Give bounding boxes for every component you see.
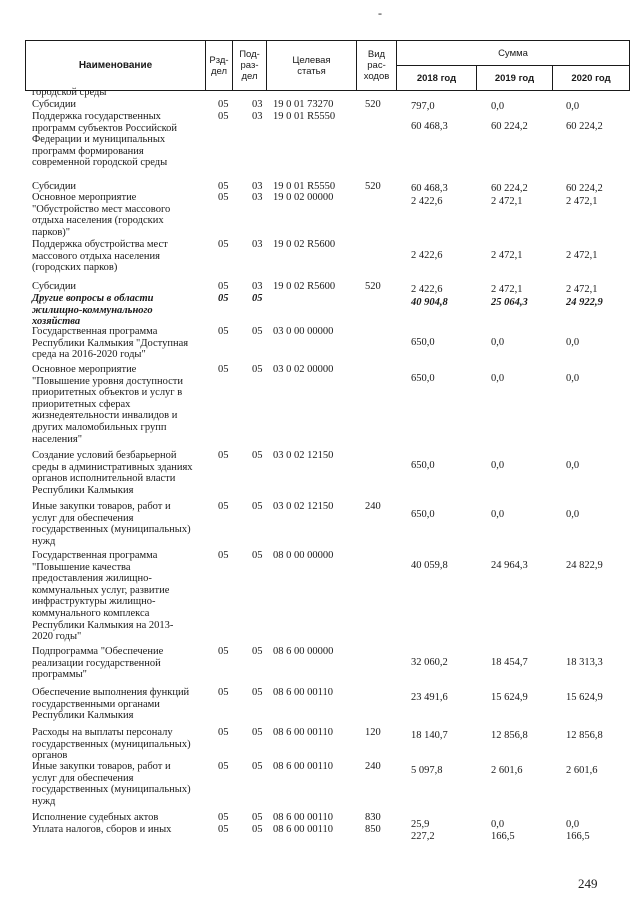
row-s1: 5 097,8: [411, 765, 443, 776]
header-2019: 2019 год: [477, 66, 553, 91]
row-name: Субсидии: [32, 281, 77, 292]
row-cs: 03 0 02 12150: [273, 450, 334, 461]
row-s1: 60 468,3: [411, 121, 448, 132]
header-name: Наименование: [26, 41, 206, 90]
page-number: 249: [578, 876, 598, 891]
row-s1: 23 491,6: [411, 692, 448, 703]
row-name: Исполнение судебных актов: [32, 812, 159, 823]
row-s3: 0,0: [566, 373, 580, 384]
row-rz: 05: [218, 501, 229, 512]
row-s2: 15 624,9: [491, 692, 528, 703]
row-s2: 0,0: [491, 460, 505, 471]
row-s1: 2 422,6: [411, 250, 443, 261]
row-name: Иные закупки товаров, работ и услуг для обеспечения государственных (муниципальных) нужд: [32, 761, 191, 807]
row-s2: 0,0: [491, 819, 505, 830]
row-rz: 05: [218, 761, 229, 772]
row-cs: 03 0 02 00000: [273, 364, 334, 375]
row-s1: 60 468,3: [411, 183, 448, 194]
table-header: [25, 40, 630, 91]
row-s1: 32 060,2: [411, 657, 448, 668]
row-cs: 03 0 00 00000: [273, 326, 334, 337]
row-rz: 05: [218, 192, 229, 203]
row-rz: 05: [218, 293, 229, 304]
row-s3: 2 472,1: [566, 196, 598, 207]
row-vr: 120: [365, 727, 381, 738]
row-pr: 05: [252, 501, 263, 512]
row-s3: 0,0: [566, 337, 580, 348]
row-s3: 0,0: [566, 101, 580, 112]
top-mark: -: [378, 6, 382, 20]
row-s3: 0,0: [566, 819, 580, 830]
row-name: Поддержка обустройства мест массового отдыха населения (городских парков): [32, 239, 168, 274]
row-name: городской среды: [32, 87, 107, 98]
row-cs: 08 6 00 00000: [273, 646, 334, 657]
row-s2: 60 224,2: [491, 183, 528, 194]
row-s2: 60 224,2: [491, 121, 528, 132]
row-s2: 2 601,6: [491, 765, 523, 776]
row-pr: 05: [252, 450, 263, 461]
row-name: Создание условий безбарьерной среды в административных зданиях органов исполнительной власти Республики Калмыкия: [32, 450, 193, 496]
row-rz: 05: [218, 239, 229, 250]
row-s1: 2 422,6: [411, 196, 443, 207]
row-cs: 08 6 00 00110: [273, 824, 333, 835]
row-pr: 05: [252, 812, 263, 823]
row-rz: 05: [218, 687, 229, 698]
row-s1: 25,9: [411, 819, 430, 830]
row-name: Субсидии: [32, 99, 77, 110]
row-pr: 05: [252, 364, 263, 375]
row-s3: 60 224,2: [566, 183, 603, 194]
row-rz: 05: [218, 812, 229, 823]
row-cs: 08 6 00 00110: [273, 727, 333, 738]
row-s2: 0,0: [491, 337, 505, 348]
row-s2: 2 472,1: [491, 250, 523, 261]
row-name: Субсидии: [32, 181, 77, 192]
row-name: Основное мероприятие "Обустройство мест массового отдыха населения (городских парков)": [32, 192, 171, 238]
row-s3: 24 922,9: [566, 297, 603, 308]
row-s2: 12 856,8: [491, 730, 528, 741]
row-rz: 05: [218, 281, 229, 292]
row-name: Основное мероприятие "Повышение уровня доступности приоритетных объектов и услуг в приоритетных сферах жизнедеятельности инвалидов и других маломобильных групп населения": [32, 364, 184, 445]
row-s3: 24 822,9: [566, 560, 603, 571]
row-pr: 05: [252, 727, 263, 738]
row-s3: 0,0: [566, 460, 580, 471]
row-rz: 05: [218, 364, 229, 375]
row-pr: 05: [252, 687, 263, 698]
row-rz: 05: [218, 181, 229, 192]
row-pr: 03: [252, 192, 263, 203]
row-s1: 2 422,6: [411, 284, 443, 295]
row-pr: 05: [252, 550, 263, 561]
row-pr: 03: [252, 111, 263, 122]
row-vr: 240: [365, 761, 381, 772]
row-vr: 850: [365, 824, 381, 835]
header-2018: 2018 год: [397, 66, 477, 91]
header-section: Рзд- дел: [206, 41, 233, 90]
row-name: Другие вопросы в области жилищно-коммунального хозяйства: [32, 293, 154, 328]
row-rz: 05: [218, 326, 229, 337]
row-pr: 05: [252, 824, 263, 835]
row-cs: 08 0 00 00000: [273, 550, 334, 561]
row-rz: 05: [218, 111, 229, 122]
row-s1: 650,0: [411, 460, 435, 471]
row-vr: 240: [365, 501, 381, 512]
row-s1: 18 140,7: [411, 730, 448, 741]
row-cs: 19 0 02 R5600: [273, 239, 336, 250]
row-name: Обеспечение выполнения функций государственными органами Республики Калмыкия: [32, 687, 190, 722]
row-name: Государственная программа Республики Калмыкия "Доступная среда на 2016-2020 годы": [32, 326, 189, 361]
row-vr: 520: [365, 281, 381, 292]
row-name: Иные закупки товаров, работ и услуг для обеспечения государственных (муниципальных) нужд: [32, 501, 191, 547]
row-s2: 2 472,1: [491, 284, 523, 295]
row-cs: 19 0 01 R5550: [273, 111, 336, 122]
row-s2: 0,0: [491, 101, 505, 112]
row-cs: 08 6 00 00110: [273, 761, 333, 772]
row-vr: 520: [365, 181, 381, 192]
row-s2: 18 454,7: [491, 657, 528, 668]
row-rz: 05: [218, 99, 229, 110]
row-cs: 19 0 01 R5550: [273, 181, 336, 192]
row-s2: 0,0: [491, 373, 505, 384]
row-s3: 0,0: [566, 509, 580, 520]
row-s3: 12 856,8: [566, 730, 603, 741]
row-s1: 797,0: [411, 101, 435, 112]
row-cs: 08 6 00 00110: [273, 687, 333, 698]
row-s1: 650,0: [411, 509, 435, 520]
row-pr: 03: [252, 99, 263, 110]
row-name: Поддержка государственных программ субъектов Российской Федерации и муниципальных программ формирования современной городской среды: [32, 111, 178, 169]
row-s2: 2 472,1: [491, 196, 523, 207]
row-rz: 05: [218, 646, 229, 657]
row-pr: 05: [252, 646, 263, 657]
row-s1: 40 059,8: [411, 560, 448, 571]
row-s3: 15 624,9: [566, 692, 603, 703]
row-name: Расходы на выплаты персоналу государственных (муниципальных) органов: [32, 727, 191, 762]
row-vr: 830: [365, 812, 381, 823]
row-pr: 05: [252, 293, 263, 304]
header-2020: 2020 год: [571, 73, 611, 84]
row-pr: 03: [252, 281, 263, 292]
row-s3: 166,5: [566, 831, 590, 842]
row-s3: 60 224,2: [566, 121, 603, 132]
row-cs: 19 0 02 R5600: [273, 281, 336, 292]
row-cs: 19 0 01 73270: [273, 99, 334, 110]
header-subsection: Под- раз- дел: [233, 41, 267, 90]
row-pr: 03: [252, 181, 263, 192]
row-name: Подпрограмма "Обеспечение реализации государственной программы": [32, 646, 164, 681]
row-rz: 05: [218, 824, 229, 835]
row-cs: 08 6 00 00110: [273, 812, 333, 823]
row-name: Государственная программа "Повышение качества предоставления жилищно- коммунальных услуг, развитие инфраструктуры жилищно- коммунального комплекса Республики Калмыкия на 2013- 2020 годы": [32, 550, 174, 643]
row-pr: 05: [252, 326, 263, 337]
header-target: Целевая статья: [267, 41, 357, 90]
row-s3: 2 472,1: [566, 250, 598, 261]
row-pr: 05: [252, 761, 263, 772]
row-name: Уплата налогов, сборов и иных: [32, 824, 172, 835]
header-expense-type: Вид рас- ходов: [357, 41, 397, 90]
row-s3: 18 313,3: [566, 657, 603, 668]
row-s2: 0,0: [491, 509, 505, 520]
row-rz: 05: [218, 727, 229, 738]
row-rz: 05: [218, 550, 229, 561]
row-s1: 650,0: [411, 373, 435, 384]
row-s1: 40 904,8: [411, 297, 448, 308]
row-s3: 2 601,6: [566, 765, 598, 776]
row-cs: 19 0 02 00000: [273, 192, 334, 203]
row-cs: 03 0 02 12150: [273, 501, 334, 512]
row-s1: 227,2: [411, 831, 435, 842]
row-vr: 520: [365, 99, 381, 110]
row-s1: 650,0: [411, 337, 435, 348]
row-pr: 03: [252, 239, 263, 250]
row-s2: 166,5: [491, 831, 515, 842]
header-sum: Сумма: [397, 41, 629, 66]
row-s3: 2 472,1: [566, 284, 598, 295]
row-s2: 24 964,3: [491, 560, 528, 571]
row-s2: 25 064,3: [491, 297, 528, 308]
row-rz: 05: [218, 450, 229, 461]
